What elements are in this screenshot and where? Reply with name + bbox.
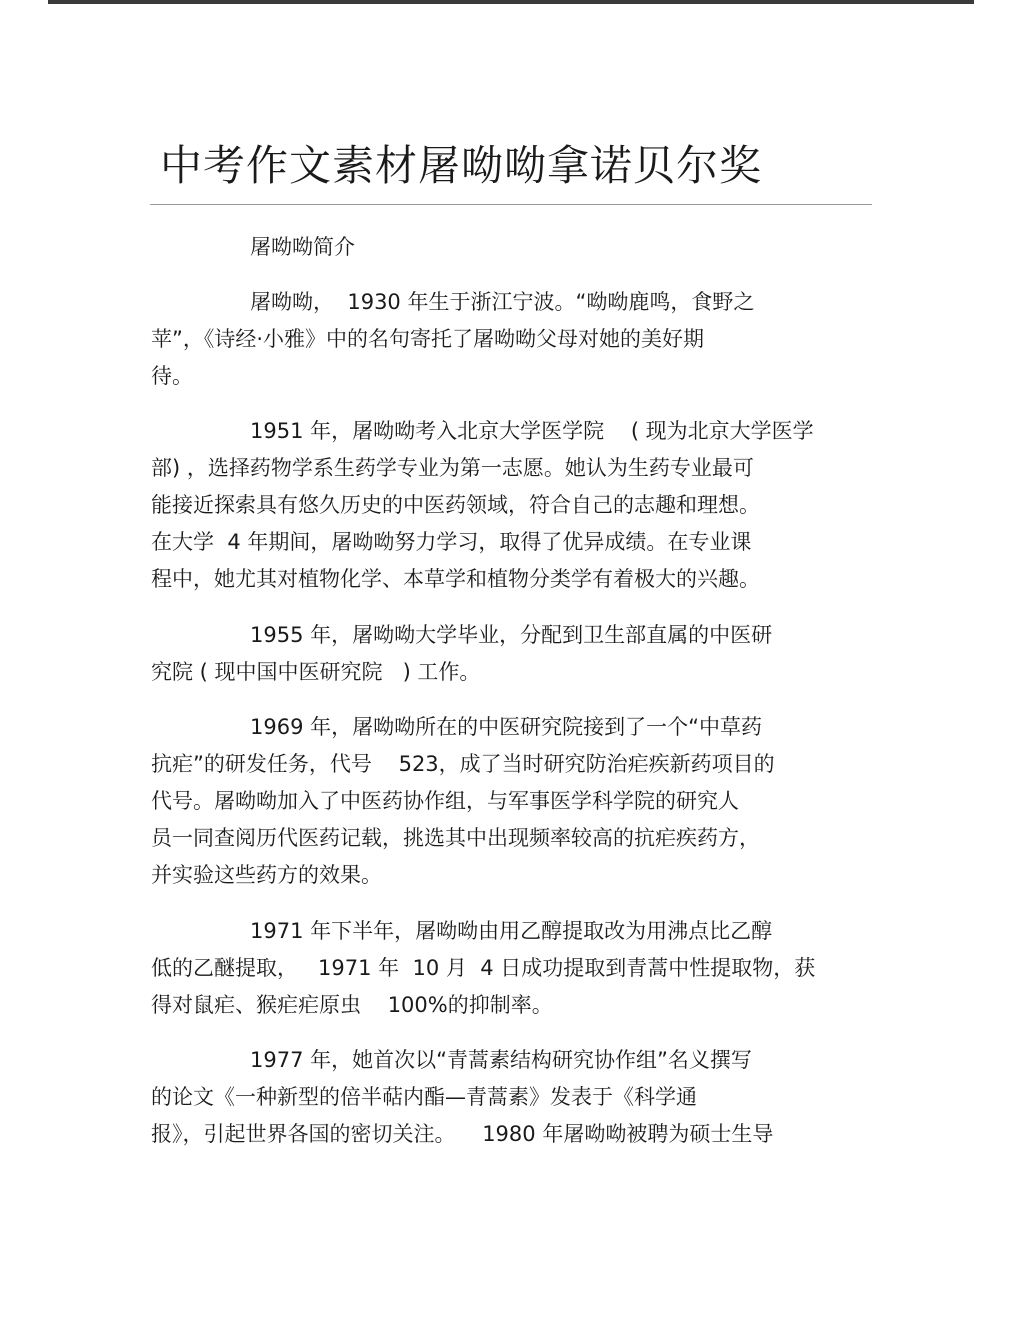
paragraph-6-line-1: 1977 年，她首次以“青蒿素结构研究协作组”名义撰写 <box>250 1048 752 1072</box>
paragraph-4-line-2: 抗疟”的研发任务，代号 523，成了当时研究防治疟疾新药项目的 <box>151 752 775 776</box>
title-underline <box>150 204 872 205</box>
paragraph-3-line-2: 究院 ( 现中国中医研究院 ) 工作。 <box>151 660 481 684</box>
section-heading: 屠呦呦简介 <box>250 235 355 259</box>
paragraph-2-line-2: 部) ，选择药物学系生药学专业为第一志愿。她认为生药专业最可 <box>151 456 754 480</box>
paragraph-2-line-4: 在大学 4 年期间，屠呦呦努力学习，取得了优异成绩。在专业课 <box>151 530 752 554</box>
paragraph-5-line-2: 低的乙醚提取， 1971 年 10 月 4 日成功提取到青蒿中性提取物，获 <box>151 956 816 980</box>
paragraph-2-line-5: 程中，她尤其对植物化学、本草学和植物分类学有着极大的兴趣。 <box>151 567 760 591</box>
paragraph-4-line-4: 员一同查阅历代医药记载，挑选其中出现频率较高的抗疟疾药方， <box>151 826 760 850</box>
paragraph-4-line-5: 并实验这些药方的效果。 <box>151 863 382 887</box>
paragraph-5-line-1: 1971 年下半年，屠呦呦由用乙醇提取改为用沸点比乙醇 <box>250 919 773 943</box>
paragraph-1-line-3: 待。 <box>151 364 193 388</box>
paragraph-2-line-3: 能接近探索具有悠久历史的中医药领域，符合自己的志趣和理想。 <box>151 493 760 517</box>
paragraph-1-line-2: 苹”，《诗经·小雅》中的名句寄托了屠呦呦父母对她的美好期 <box>151 327 705 351</box>
paragraph-4-line-1: 1969 年，屠呦呦所在的中医研究院接到了一个“中草药 <box>250 715 762 739</box>
paragraph-6-line-3: 报》，引起世界各国的密切关注。 1980 年屠呦呦被聘为硕士生导 <box>151 1122 774 1146</box>
top-border-rule <box>48 0 974 4</box>
paragraph-5-line-3: 得对鼠疟、猴疟疟原虫 100%的抑制率。 <box>151 993 553 1017</box>
paragraph-2-line-1: 1951 年，屠呦呦考入北京大学医学院 ( 现为北京大学医学 <box>250 419 814 443</box>
document-title: 中考作文素材屠呦呦拿诺贝尔奖 <box>160 141 763 190</box>
paragraph-4-line-3: 代号。屠呦呦加入了中医药协作组，与军事医学科学院的研究人 <box>151 789 739 813</box>
paragraph-3-line-1: 1955 年，屠呦呦大学毕业，分配到卫生部直属的中医研 <box>250 623 773 647</box>
paragraph-6-line-2: 的论文《一种新型的倍半萜内酯—青蒿素》发表于《科学通 <box>151 1085 697 1109</box>
paragraph-1-line-1: 屠呦呦， 1930 年生于浙江宁波。“呦呦鹿鸣，食野之 <box>250 290 755 314</box>
